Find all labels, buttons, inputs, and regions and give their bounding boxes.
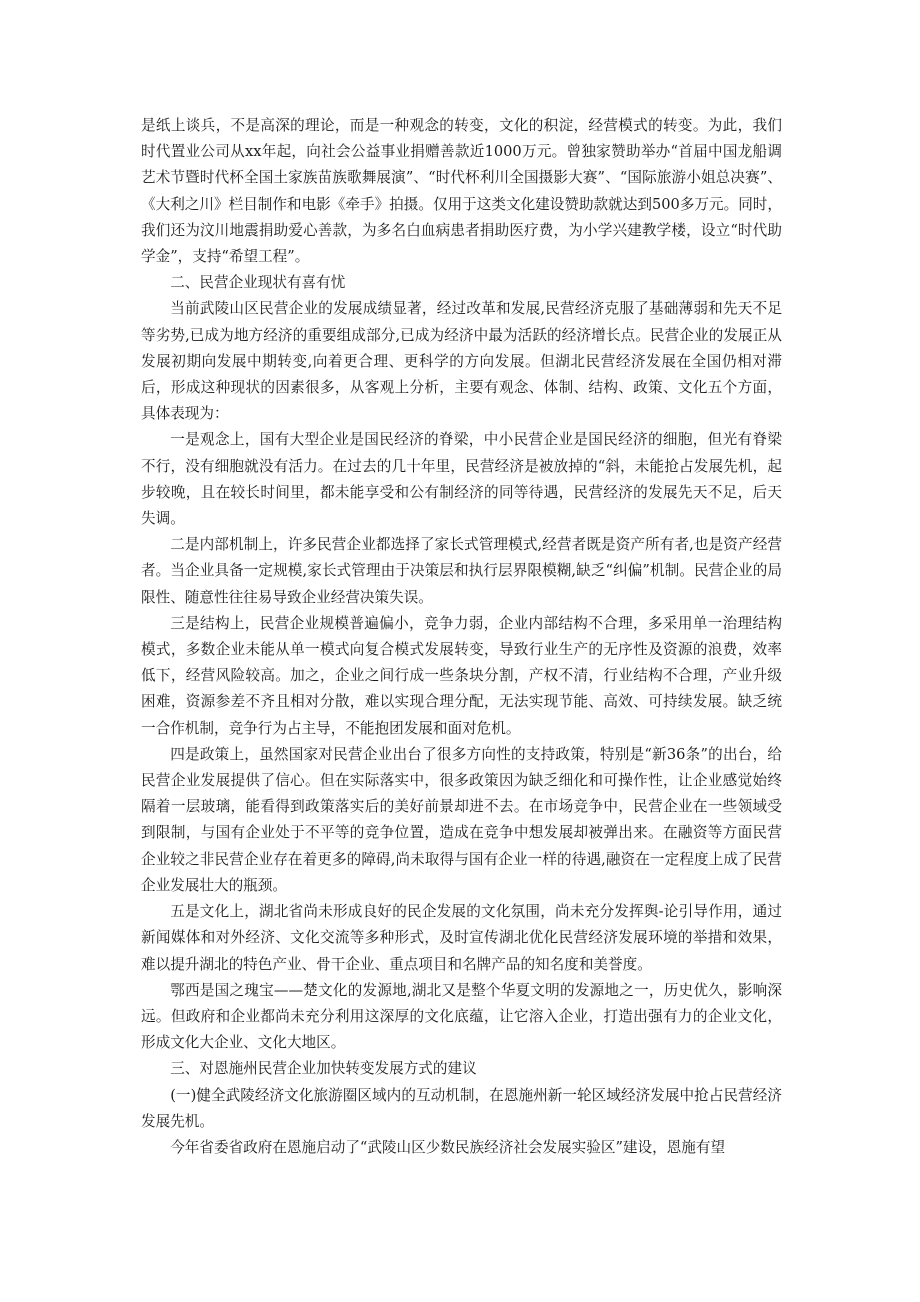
paragraph-policy: 四是政策上，虽然国家对民营企业出台了很多方向性的支持政策，特别是“新36条”的出台，给民营企业发展提供了信心。但在实际落实中，很多政策因为缺乏细化和可操作性，让企业感觉始终隔着一层玻璃，能看得到政策落实后的美好前景却进不去。在市场竞争中，民营企业在一些领域受到限制，与国有企业处于不平等的竞争位置，造成在竞争中想发展却被弹出来。在融资等方面民营企业较之非民营企业存在着更多的障碍,尚未取得与国有企业一样的待遇,融资在一定程度上成了民营企业发展壮大的瓶颈。	[141, 745, 782, 894]
paragraph-current-status: 当前武陵山区民营企业的发展成绩显著，经过改革和发展,民营经济克服了基础薄弱和先天不足等劣势,已成为地方经济的重要组成部分,已成为经济中最为活跃的经济增长点。民营企业的发展正从发展初期向发展中期转变,向着更合理、更科学的方向发展。但湖北民营经济发展在全国仍相对滞后，形成这种现状的因素很多，从客观上分析，主要有观念、体制、结构、政策、文化五个方面，具体表现为：	[141, 300, 782, 423]
paragraph-intro-continued: 是纸上谈兵，不是高深的理论，而是一种观念的转变，文化的积淀，经营模式的转变。为此，我们时代置业公司从xx年起，向社会公益事业捐赠善款近1000万元。曾独家赞助举办“首届中国龙船调艺术节暨时代杯全国土家族苗族歌舞展演”、“时代杯利川全国摄影大赛”、“国际旅游小姐总决赛”、《大利之川》栏目制作和电影《牵手》拍摄。仅用于这类文化建设赞助款就达到500多万元。同时，我们还为汶川地震捐助爱心善款，为多名白血病患者捐助医疗费，为小学兴建教学楼，设立“时代助学金”，支持“希望工程”。	[141, 117, 782, 266]
paragraph-culture: 五是文化上，湖北省尚未形成良好的民企发展的文化氛围，尚未充分发挥舆-论引导作用，通过新闻媒体和对外经济、文化交流等多种形式，及时宣传湖北优化民营经济发展环境的举措和效果，难以提升湖北的特色产业、骨干企业、重点项目和名牌产品的知名度和美誉度。	[141, 903, 782, 973]
section-heading-3: 三、对恩施州民营企业加快转变发展方式的建议	[170, 1060, 477, 1078]
paragraph-internal-mechanism: 二是内部机制上，许多民营企业都选择了家长式管理模式,经营者既是资产所有者,也是资产经营者。当企业具备一定规模,家长式管理由于决策层和执行层界限模糊,缺乏“纠偏”机制。民营企业的局限性、随意性往往易导致企业经营决策失误。	[141, 536, 782, 606]
paragraph-concept: 一是观念上，国有大型企业是国民经济的脊梁，中小民营企业是国民经济的细胞，但光有脊梁不行，没有细胞就没有活力。在过去的几十年里，民营经济是被放掉的“斜，未能抢占发展先机，起步较晚，且在较长时间里，都未能享受和公有制经济的同等待遇，民营经济的发展先天不足，后天失调。	[141, 431, 782, 528]
document-page	[141, 113, 782, 1161]
section-heading-2: 二、民营企业现状有喜有忧	[170, 274, 346, 292]
paragraph-western-hubei: 鄂西是国之瑰宝——楚文化的发源地,湖北又是整个华夏文明的发源地之一，历史优久，影响深远。但政府和企业都尚未充分利用这深厚的文化底蕴，让它溶入企业，打造出强有力的企业文化，形成文化大企业、文化大地区。	[141, 981, 782, 1052]
paragraph-experimental-zone: 今年省委省政府在恩施启动了“武陵山区少数民族经济社会发展实验区”建设，恩施有望	[170, 1138, 726, 1156]
subsection-heading-1: (一)健全武陵经济文化旅游圈区域内的互动机制，在恩施州新一轮区域经济发展中抢占民营经济发展先机。	[141, 1086, 782, 1130]
paragraph-structure: 三是结构上，民营企业规模普遍偏小，竞争力弱，企业内部结构不合理，多采用单一治理结构模式，多数企业未能从单一模式向复合模式发展转变，导致行业生产的无序性及资源的浪费，效率低下，经营风险较高。加之，企业之间行成一些条块分割，产权不清，行业结构不合理，产业升级困难，资源参差不齐且相对分散，难以实现合理分配，无法实现节能、高效、可持续发展。缺乏统一合作机制，竞争行为占主导，不能抱团发展和面对危机。	[141, 614, 782, 737]
